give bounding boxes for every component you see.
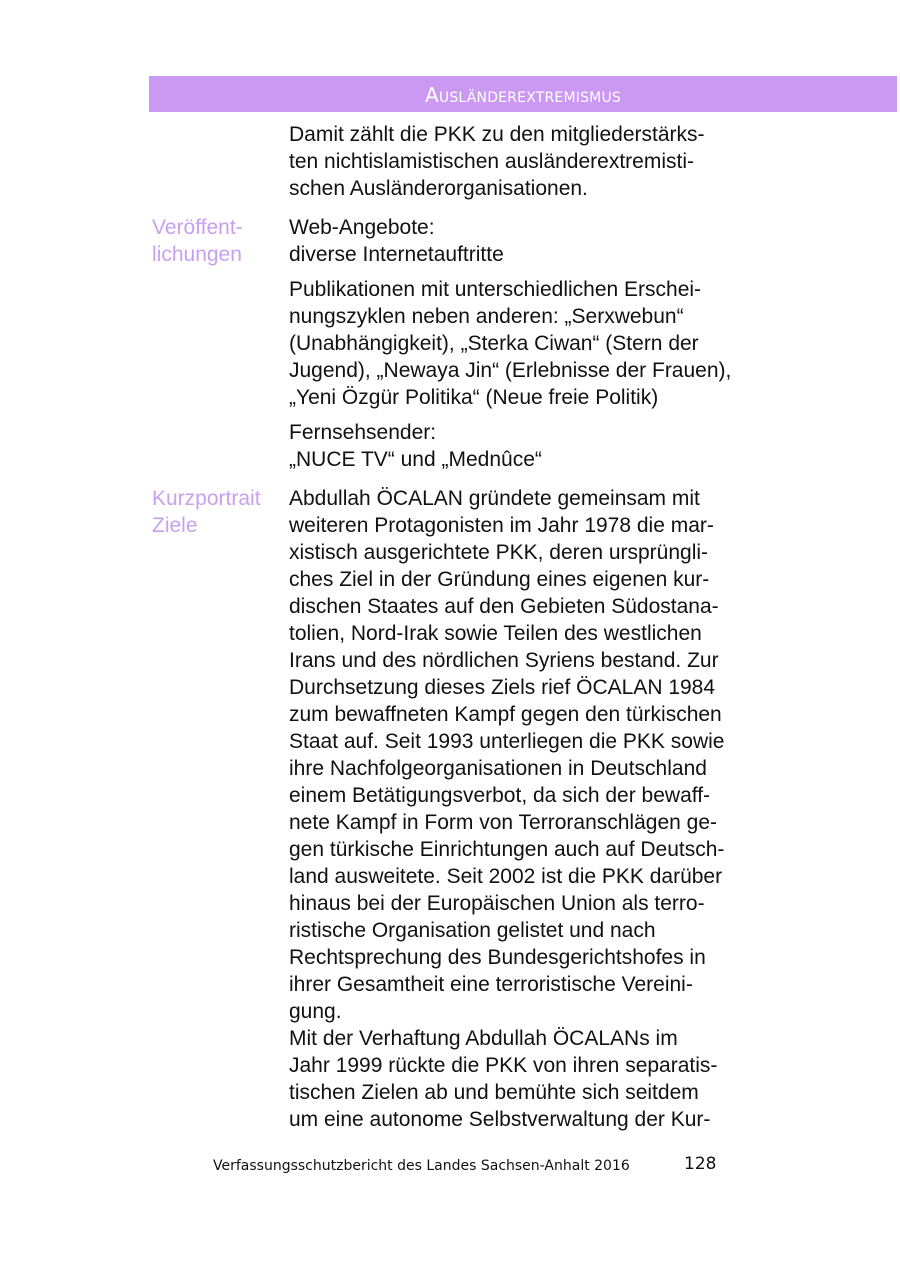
print-publications-paragraph: Publikationen mit unterschiedlichen Erschei- nungszyklen neben anderen: „Serxwebun“ (Unabhängigkeit), „Sterka Ciwan“ (Stern der Jugend), „Newaya Jin“ (Erlebnisse der Frauen), „Yeni Özgür Politika“ (Neue freie Politik) [289,278,732,409]
section-header: Ausländerextremismus [149,76,897,112]
side-label-publications: Veröffent- lichungen [152,216,243,266]
footer-title: Verfassungsschutzbericht des Landes Sachsen-Anhalt 2016 [213,1158,630,1174]
page-number: 128 [684,1154,717,1174]
side-label-portrait: Kurzportrait Ziele [152,487,261,537]
intro-paragraph: Damit zählt die PKK zu den mitgliederstärks- ten nichtislamistischen ausländerextremisti- schen Ausländerorganisationen. [289,123,705,200]
tv-stations-paragraph: Fernsehsender: „NUCE TV“ und „Mednûce“ [289,421,542,471]
portrait-paragraph: Abdullah ÖCALAN gründete gemeinsam mit weiteren Protagonisten im Jahr 1978 die mar- xistisch ausgerichtete PKK, deren ursprüngli- ches Ziel in der Gründung eines eigenen kur- dischen Staates auf den Gebieten Südostana- tolien, Nord-Irak sowie Teilen des westlichen Irans und des nördlichen Syriens bestand. Zur Durchsetzung dieses Ziels rief ÖCALAN 1984 zum bewaffneten Kampf gegen den türkischen Staat auf. Seit 1993 unterliegen die PKK sowie ihre Nachfolgeorganisationen in Deutschland einem Betätigungsverbot, da sich der bewaff- nete Kampf in Form von Terroranschlägen ge- gen türkische Einrichtungen auch auf Deutsch- land ausweitete. Seit 2002 ist die PKK darüber hinaus bei der Europäischen Union als terro- ristische Organisation gelistet und nach Rechtsprechung des Bundesgerichtshofes in ihrer Gesamtheit eine terroristische Vereini- gung. Mit der Verhaftung Abdullah ÖCALANs im Jahr 1999 rückte die PKK von ihren separatis- tischen Zielen ab und bemühte sich seitdem um eine autonome Selbstverwaltung der Kur- [289,487,725,1131]
web-offerings-paragraph: Web-Angebote: diverse Internetauftritte [289,216,504,266]
